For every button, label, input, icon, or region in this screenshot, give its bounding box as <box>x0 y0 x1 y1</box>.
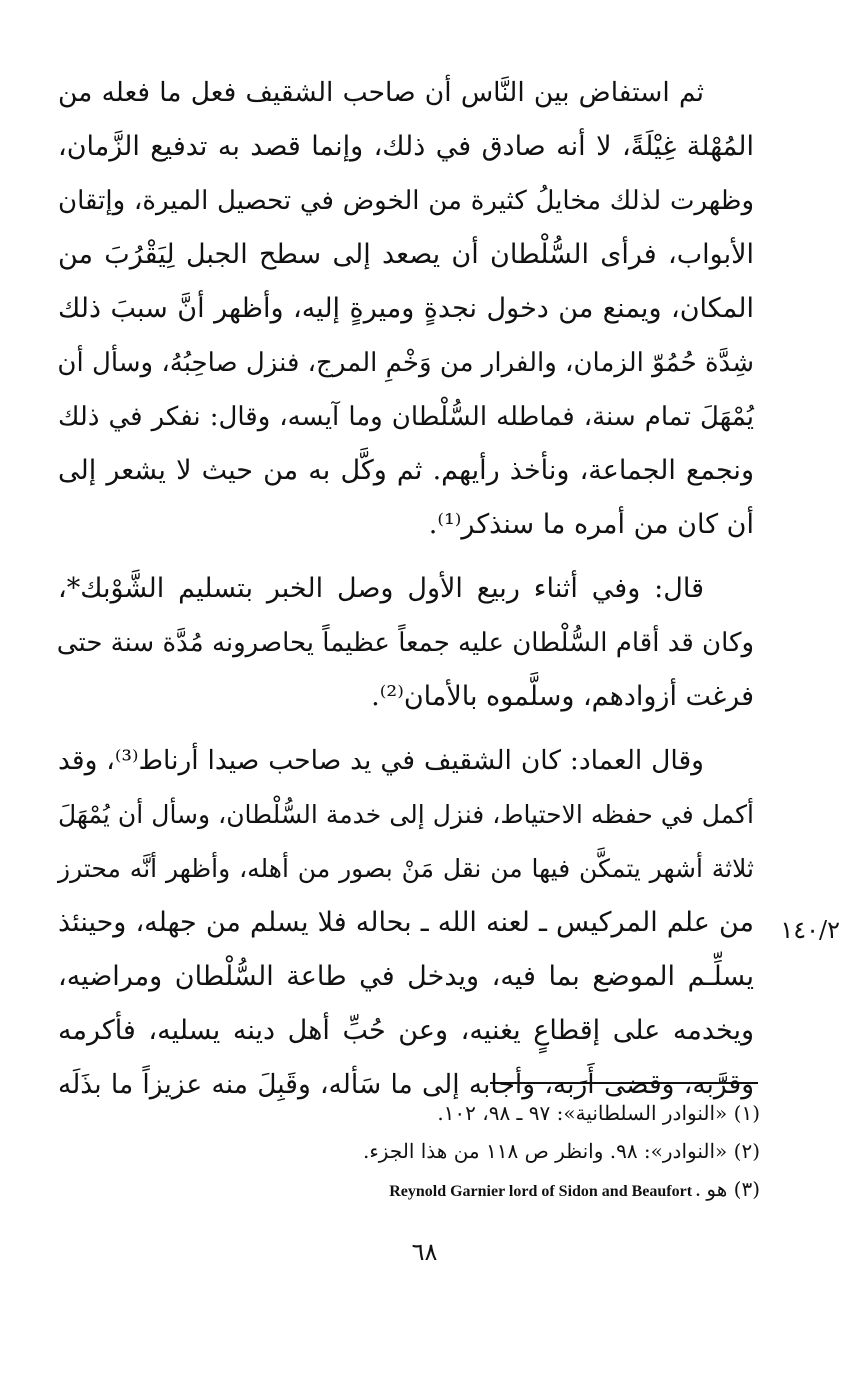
text-line: من علم المركيس ـ لعنه الله ـ بحاله فلا يسلم من جهله، وحينئذ <box>58 907 754 938</box>
footnote-3-latin: Reynold Garnier lord of Sidon and Beaufort . <box>389 1183 701 1200</box>
footnote-2: (٢) «النوادر»: ٩٨. وانظر ص ١١٨ من هذا الجزء. <box>363 1139 760 1163</box>
footnote-1: (١) «النوادر السلطانية»: ٩٧ ـ ٩٨، ١٠٢. <box>437 1101 760 1125</box>
text-line: يسلِّـم الموضع بما فيه، ويدخل في طاعة السُّلْطان ومراضيه، <box>58 961 754 992</box>
text-line: ثم استفاض بين النَّاس أن صاحب الشقيف فعل ما فعله من <box>58 77 704 108</box>
text-line: شِدَّة حُمُوّ الزمان، والفرار من وَخْمِ المرج، فنزل صاحِبُهُ، وسأل أن <box>57 348 754 378</box>
text-line: أن كان من أمره ما سنذكر⁽¹⁾. <box>428 509 754 540</box>
text-line: قال: وفي أثناء ربيع الأول وصل الخبر بتسليم الشَّوْبك*، <box>58 573 704 604</box>
text-line: الأبواب، فرأى السُّلْطان أن يصعد إلى سطح الجبل لِيَقْرُبَ من <box>58 239 754 270</box>
footnote-3-prefix: (٣) هو <box>706 1177 760 1201</box>
text-line: وظهرت لذلك مخايلُ كثيرة من الخوض في تحصيل الميرة، وإتقان <box>58 186 754 216</box>
margin-page-reference: ١٤٠/٢ <box>780 916 840 944</box>
footnotes <box>160 1094 760 1208</box>
text-line: فرغت أزوادهم، وسلَّموه بالأمان⁽²⁾. <box>371 681 754 712</box>
text-line: المكان، ويمنع من دخول نجدةٍ وميرةٍ إليه، وأظهر أنَّ سببَ ذلك <box>58 293 754 324</box>
text-line: وقرَّبه، وقضى أَرَبه، وأجابه إلى ما سَأله، وقَبِلَ منه عزيزاً ما بذَلَه <box>58 1069 754 1100</box>
paragraph-gap <box>58 724 754 734</box>
main-text <box>58 66 754 1112</box>
text-line: المُهْلة غِيْلَةً، لا أنه صادق في ذلك، وإنما قصد به تدفيع الزَّمان، <box>58 131 754 162</box>
text-line: وكان قد أقام السُّلْطان عليه جمعاً عظيماً يحاصرونه مُدَّة سنة حتى <box>56 628 754 658</box>
text-line: ثلاثة أشهر يتمكَّن فيها من نقل مَنْ بصور من أهله، وأظهر أنَّه محترز <box>58 854 754 883</box>
text-line: ويخدمه على إقطاعٍ يغنيه، وعن حُبِّ أهل دينه يسليه، فأكرمه <box>58 1015 754 1046</box>
footnote-separator <box>490 1082 758 1084</box>
page-number: ٦٨ <box>411 1238 438 1266</box>
text-line: وقال العماد: كان الشقيف في يد صاحب صيدا أرناط⁽³⁾، وقد <box>58 745 704 776</box>
paragraph-gap <box>58 552 754 562</box>
text-line: أكمل في حفظه الاحتياط، فنزل إلى خدمة السُّلْطان، وسأل أن يُمْهَلَ <box>58 800 754 829</box>
text-line: يُمْهَلَ تمام سنة، فماطله السُّلْطان وما آيسه، وقال: نفكر في ذلك <box>58 402 754 432</box>
footnote-3 <box>160 1170 760 1208</box>
text-line: ونجمع الجماعة، ونأخذ رأيهم. ثم وكَّل به من حيث لا يشعر إلى <box>58 455 754 486</box>
